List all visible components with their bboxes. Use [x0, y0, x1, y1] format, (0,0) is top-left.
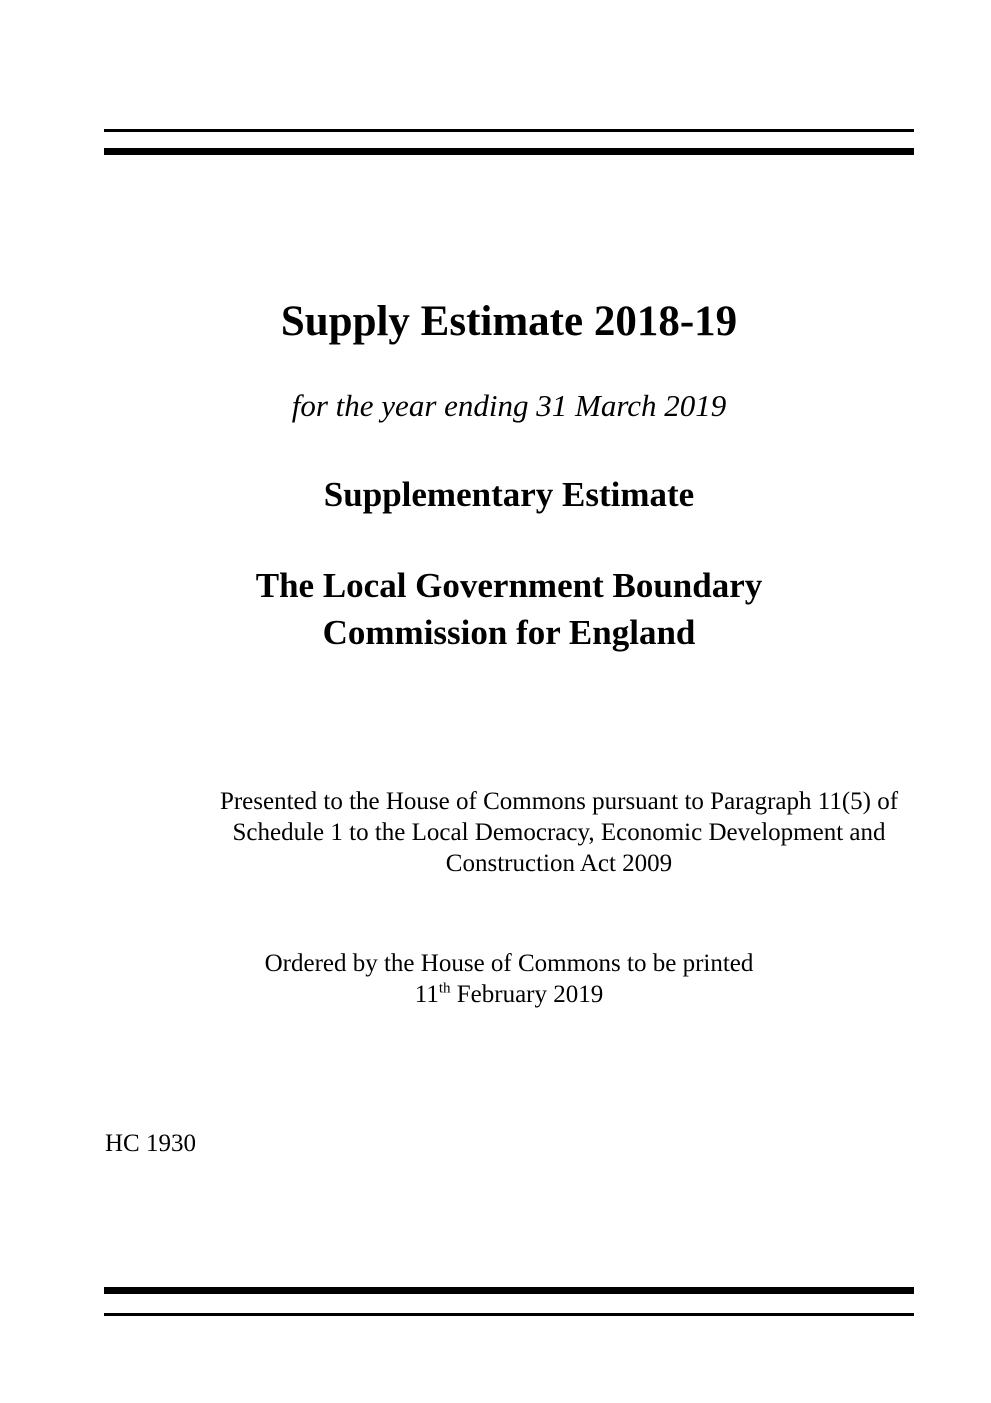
presented-line3: Construction Act 2009	[445, 850, 673, 877]
top-thick-rule	[104, 148, 914, 155]
presented-line2: Schedule 1 to the Local Democracy, Economic Development and	[232, 819, 886, 846]
bottom-thin-rule	[104, 1313, 914, 1316]
hc-number: HC 1930	[105, 1130, 196, 1157]
bottom-thick-rule	[104, 1287, 914, 1294]
organisation-name-line1: The Local Government Boundary	[255, 566, 763, 605]
document-subtitle: for the year ending 31 March 2019	[291, 388, 727, 423]
estimate-type-heading: Supplementary Estimate	[323, 475, 695, 514]
ordered-statement	[0, 948, 991, 1010]
presented-statement	[100, 786, 991, 879]
document-title: Supply Estimate 2018-19	[280, 298, 738, 345]
organisation-name-line2: Commission for England	[322, 613, 696, 652]
presented-line1: Presented to the House of Commons pursuant to Paragraph 11(5) of	[219, 788, 899, 815]
ordered-month-year: February 2019	[450, 981, 604, 1008]
top-thin-rule	[104, 129, 914, 132]
ordered-line1: Ordered by the House of Commons to be printed	[264, 950, 754, 977]
ordered-day-suffix: th	[438, 980, 451, 997]
organisation-name	[0, 562, 991, 656]
ordered-day: 11	[414, 981, 439, 1008]
ordered-date	[0, 979, 991, 1010]
